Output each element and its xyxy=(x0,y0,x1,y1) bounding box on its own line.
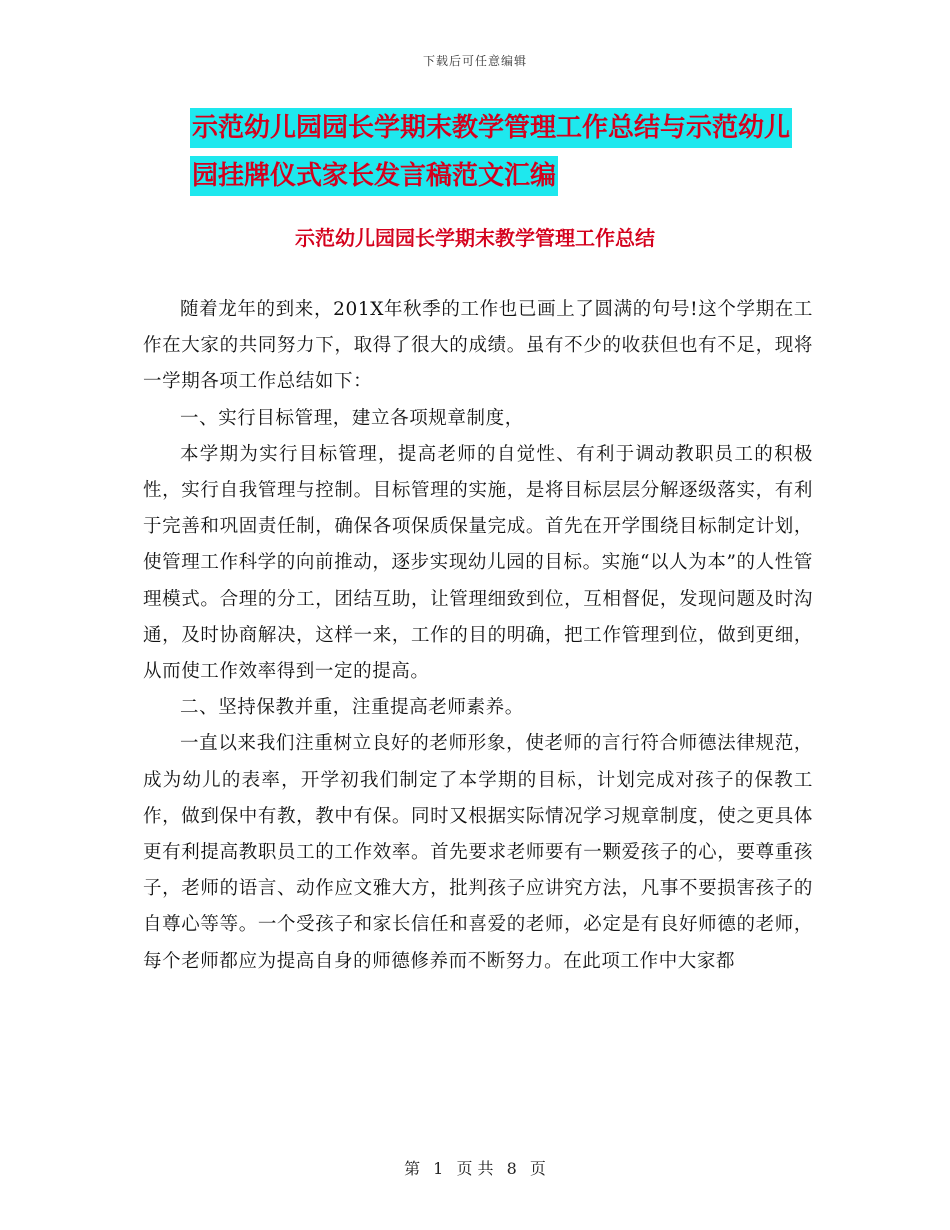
page-footer xyxy=(0,1156,950,1179)
paragraph-intro: 随着龙年的到来，201X年秋季的工作也已画上了圆满的句号!这个学期在工作在大家的共同努力下，取得了很大的成绩。虽有不少的收获但也有不足，现将一学期各项工作总结如下： xyxy=(143,299,813,393)
footer-suffix: 页 xyxy=(529,1159,546,1178)
paragraph-item-2: 一直以来我们注重树立良好的老师形象，使老师的言行符合师德法律规范，成为幼儿的表率，开学初我们制定了本学期的目标，计划完成对孩子的保教工作，做到保中有教，教中有保。同时又根据实际情况学习规章制度，使之更具体更有利提高教职员工的工作效率。首先要求老师要有一颗爱孩子的心，要尊重孩子，老师的语言、动作应文雅大方，批判孩子应讲究方法，凡事不要损害孩子的自尊心等等。一个受孩子和家长信任和喜爱的老师，必定是有良好师德的老师，每个老师都应为提高自身的师德修养而不断努力。在此项工作中大家都 xyxy=(143,733,813,972)
document-title xyxy=(190,108,830,204)
footer-prefix: 第 xyxy=(404,1159,421,1178)
paragraph-item-1: 本学期为实行目标管理，提高老师的自觉性、有利于调动教职员工的积极性，实行自我管理与控制。目标管理的实施，是将目标层层分解逐级落实，有利于完善和巩固责任制，确保各项保质保量完成。首先在开学围绕目标制定计划，使管理工作科学的向前推动，逐步实现幼儿园的目标。实施“以人为本”的人性管理模式。合理的分工，团结互助，让管理细致到位，互相督促，发现问题及时沟通，及时协商解决，这样一来，工作的目的明确，把工作管理到位，做到更细，从而使工作效率得到一定的提高。 xyxy=(143,443,813,683)
footer-middle: 页 共 xyxy=(456,1159,494,1178)
document-title-line-1: 示范幼儿园园长学期末教学管理工作总结与示范幼儿 xyxy=(190,108,792,148)
header-note: 下载后可任意编辑 xyxy=(422,54,527,68)
footer-page-number: 1 xyxy=(433,1159,444,1178)
body-text xyxy=(143,292,813,980)
document-title-line-2: 园挂牌仪式家长发言稿范文汇编 xyxy=(190,156,558,196)
footer-total-pages: 8 xyxy=(506,1159,517,1178)
heading-item-1: 一、实行目标管理，建立各项规章制度， xyxy=(180,407,524,429)
heading-item-2: 二、坚持保教并重，注重提高老师素养。 xyxy=(180,697,524,719)
section-title: 示范幼儿园园长学期末教学管理工作总结 xyxy=(295,226,655,250)
